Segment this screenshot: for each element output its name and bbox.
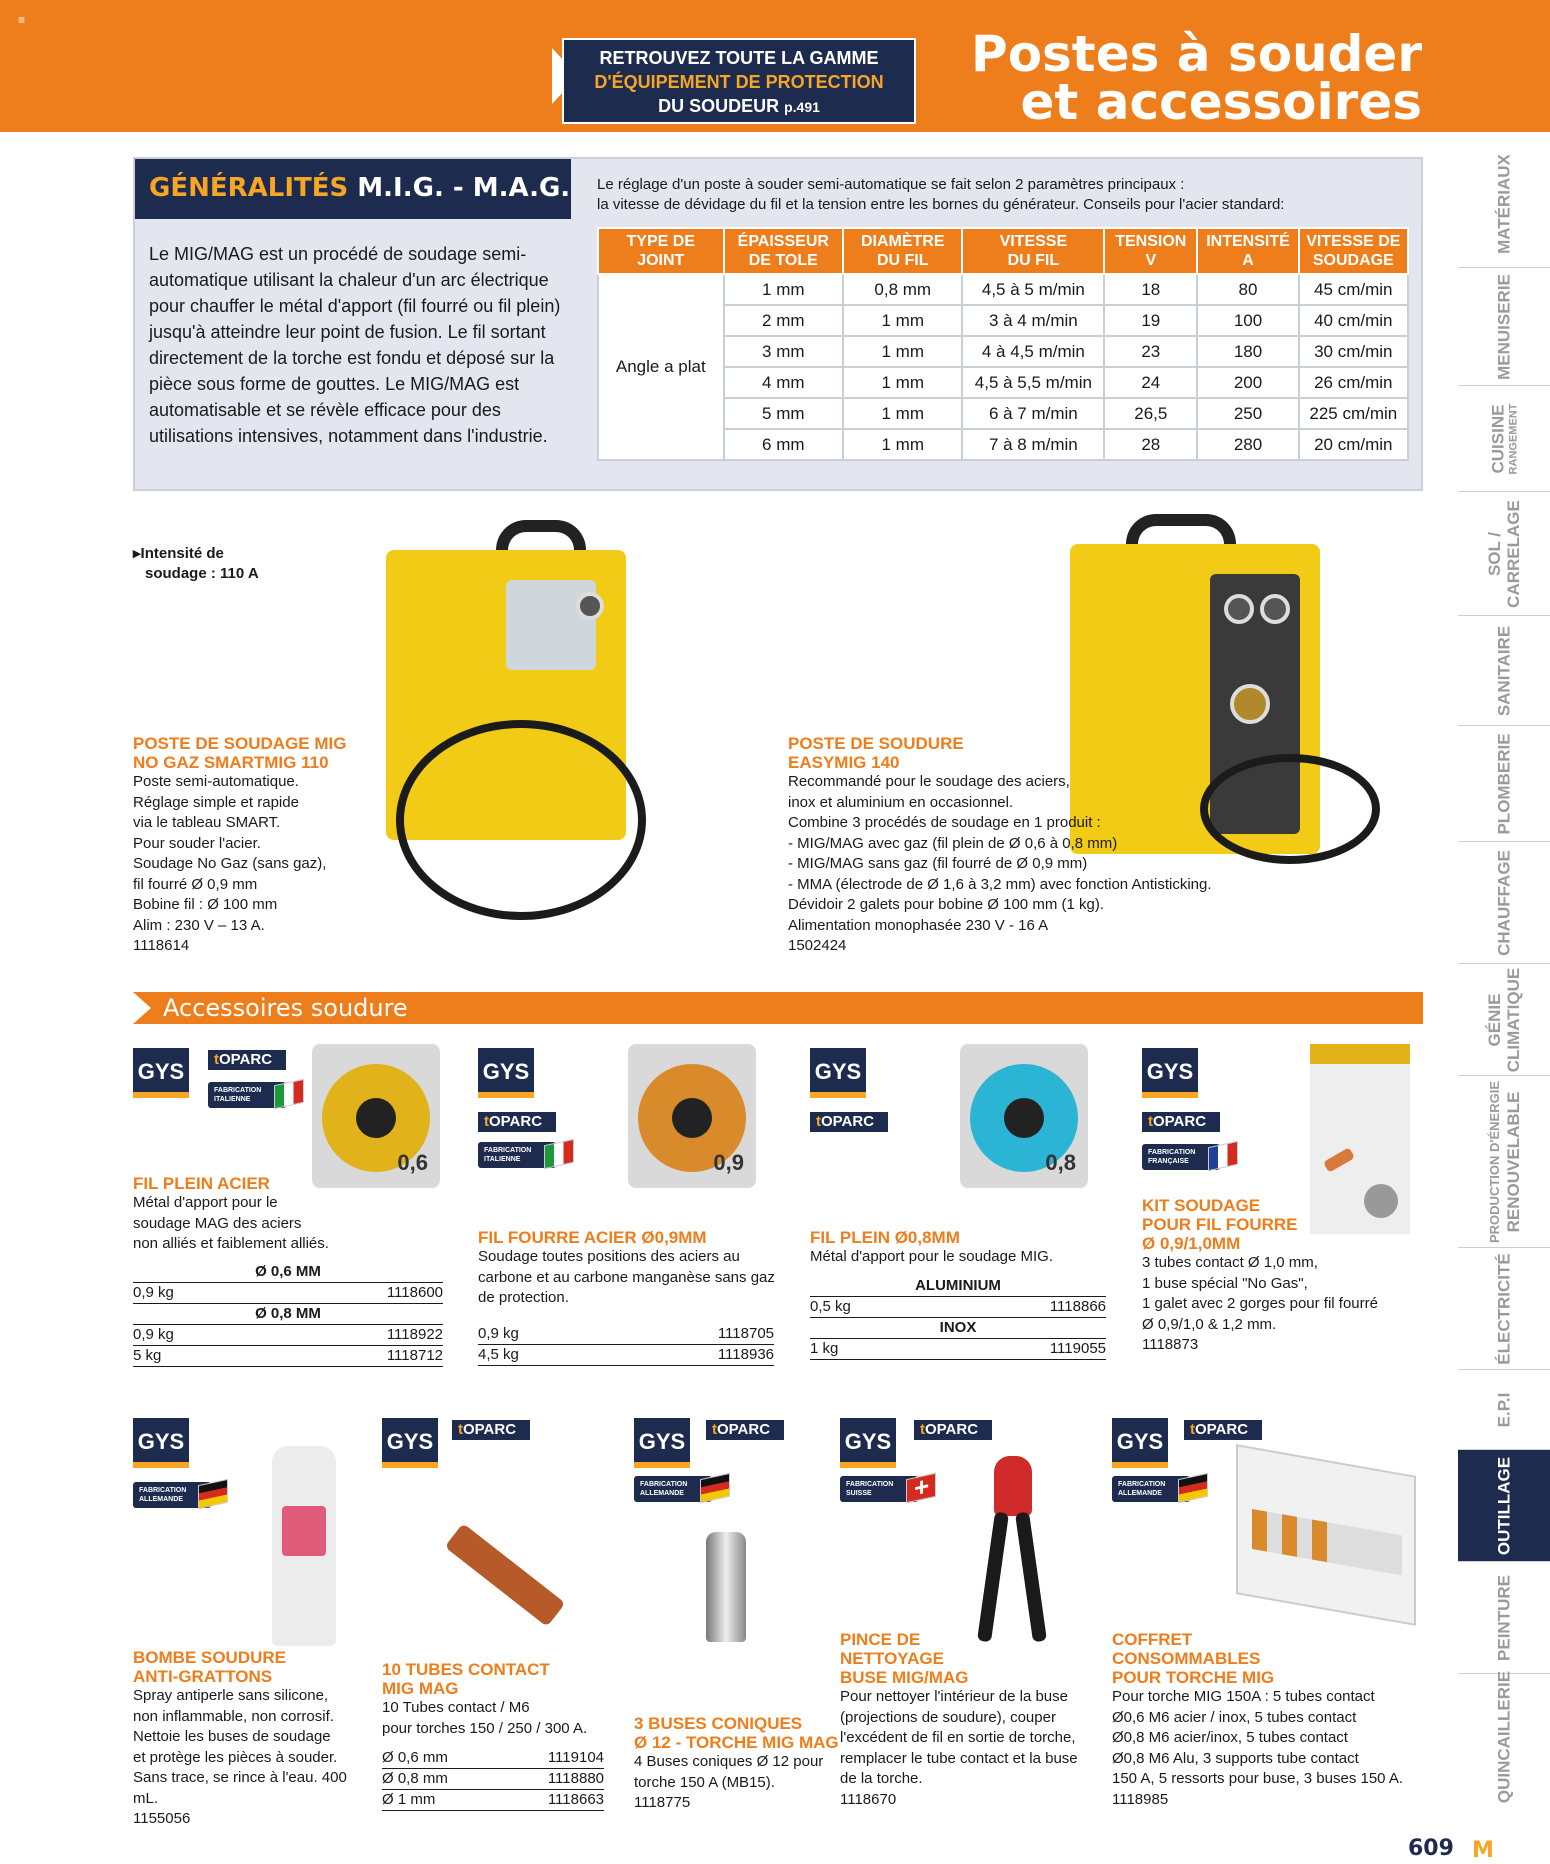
product-buses [634, 1714, 844, 1814]
table-cell: 250 [1197, 398, 1298, 429]
col-header-vitesse-fil: VITESSE DU FIL [962, 228, 1104, 274]
cleaning-pliers-image [968, 1456, 1058, 1646]
product-description: Recommandé pour le soudage des aciers, inox et aluminium en occasionnel. Combine 3 procédés de soudage en 1 produit : - MIG/MAG avec gaz (fil plein de Ø 0,6 à 0,8 mm) - MIG/MAG sans gaz (fil fourré de Ø 0,9 mm) - MMA (électrode de Ø 1,6 à 3,2 mm) avec fonction Antisticking. Dévidoir 2 galets pour bobine Ø 100 mm (1 kg). Alimentation monophasée 230 V - 16 A 1502424 [788, 772, 1258, 957]
italy-flag-icon [544, 1139, 574, 1169]
gys-logo: GYS [1142, 1048, 1198, 1098]
germany-flag-icon [700, 1473, 730, 1503]
table-cell: 45 cm/min [1299, 274, 1408, 305]
tab-electricite[interactable] [1458, 1248, 1550, 1370]
table-cell: 4,5 à 5 m/min [962, 274, 1104, 305]
spool-hub [1004, 1098, 1044, 1138]
spool-size-label: 0,9 [713, 1150, 744, 1175]
tab-label-main: GÉNIE [1485, 993, 1504, 1046]
tab-label-main: SOL / [1485, 531, 1504, 576]
reference-row: 0,5 kg 1118866 [810, 1297, 1106, 1318]
fabrication-badge: FABRICATION ITALIENNE [208, 1082, 286, 1108]
product-description: Métal d'apport pour le soudage MAG des aciers non alliés et faiblement alliés. [133, 1194, 329, 1252]
product-description: 3 tubes contact Ø 1,0 mm, 1 buse spécial "No Gas", 1 galet avec 2 gorges pour fil fourré Ø 0,9/1,0 & 1,2 mm. 1118873 [1142, 1253, 1432, 1356]
table-header-row [598, 228, 1408, 274]
promo-page-ref: p.491 [784, 99, 820, 115]
consumables-box-image [1236, 1444, 1416, 1626]
promo-line-1: RETROUVEZ TOUTE LA GAMME [599, 48, 879, 68]
table-intro-line-1: Le réglage d'un poste à souder semi-automatique se fait selon 2 paramètres principaux : [597, 176, 1185, 193]
consumables-row [1252, 1509, 1402, 1575]
table-cell: 80 [1197, 274, 1298, 305]
col-header-type-joint: TYPE DE JOINT [598, 228, 724, 274]
page-header [0, 0, 1550, 132]
product-title: FIL PLEIN Ø0,8MM [810, 1228, 960, 1247]
tab-label [1485, 967, 1523, 1072]
tab-label: OUTILLAGE [1494, 1456, 1514, 1555]
intensity-note-text-1: Intensité de [140, 545, 224, 562]
gys-logo: GYS [810, 1048, 866, 1098]
reference-row: 0,9 kg 1118600 [133, 1283, 443, 1304]
spray-label [282, 1506, 326, 1556]
page-title-line-2: et accessoires [1020, 73, 1422, 131]
product-pince [840, 1630, 1090, 1810]
product-reference: 1118985 [1112, 1790, 1169, 1808]
gys-logo: GYS [840, 1418, 896, 1468]
reference-row: 4,5 kg 1118936 [478, 1345, 774, 1366]
france-flag-icon [1208, 1141, 1238, 1171]
tab-label: PEINTURE [1494, 1574, 1514, 1661]
tab-label: ÉLECTRICITÉ [1494, 1252, 1514, 1365]
brand-logo-icon: M [1472, 1838, 1494, 1863]
reference-table [810, 1276, 1106, 1360]
fabrication-badge: FABRICATION SUISSE [840, 1476, 918, 1502]
product-fil-plein-acier [133, 1174, 443, 1255]
product-tubes-contact [382, 1660, 607, 1739]
product-title: NETTOYAGE [840, 1649, 944, 1668]
germany-flag-icon [1178, 1473, 1208, 1503]
product-reference: 1118614 [133, 937, 190, 954]
reference-row: Ø 1 mm 1118663 [382, 1790, 604, 1811]
reference-table [478, 1324, 774, 1366]
germany-flag-icon [198, 1479, 228, 1509]
tab-sol-carrelage[interactable] [1458, 492, 1550, 616]
toparc-logo: tOPARC [478, 1112, 556, 1132]
tab-genie-climatique[interactable] [1458, 964, 1550, 1076]
fabrication-badge: FABRICATION FRANÇAISE [1142, 1144, 1220, 1170]
pliers-head [994, 1456, 1032, 1516]
product-description: Pour nettoyer l'intérieur de la buse (projections de soudure), couper l'excédent de fil en sortie de torche, remplacer le tube contact et la buse de la torche. 1118670 [840, 1687, 1090, 1810]
category-side-tabs [1458, 140, 1550, 1804]
table-cell: 24 [1104, 367, 1197, 398]
reference-row: Ø 0,8 mm 1118880 [382, 1769, 604, 1790]
promo-line-3 [564, 94, 914, 119]
fabrication-badge: FABRICATION ALLEMANDE [1112, 1476, 1190, 1502]
tab-plomberie[interactable] [1458, 726, 1550, 842]
table-cell: 6 à 7 m/min [962, 398, 1104, 429]
table-cell: 100 [1197, 305, 1298, 336]
product-bombe [133, 1648, 373, 1830]
product-title: POSTE DE SOUDURE [788, 734, 964, 753]
product-title: EASYMIG 140 [788, 753, 900, 772]
product-smartmig [133, 734, 373, 957]
tab-label-sub: CARRELAGE [1504, 499, 1523, 608]
gys-logo: GYS [634, 1418, 690, 1468]
table-cell: 225 cm/min [1299, 398, 1408, 429]
tab-label-sub: RANGEMENT [1507, 403, 1520, 474]
promo-box [562, 38, 916, 124]
spool-hub [672, 1098, 712, 1138]
wire-spool-image [628, 1044, 756, 1188]
gys-logo: GYS [1112, 1418, 1168, 1468]
col-header-intensite: INTENSITÉ A [1197, 228, 1298, 274]
table-cell: 1 mm [843, 429, 962, 460]
table-cell: 4,5 à 5,5 m/min [962, 367, 1104, 398]
col-header-diametre: DIAMÈTRE DU FIL [843, 228, 962, 274]
wire-spool-image [960, 1044, 1088, 1188]
conical-nozzle-image [706, 1532, 746, 1642]
promo-banner[interactable] [552, 38, 916, 124]
tab-label-sub: RENOUVELABLE [1504, 1091, 1523, 1232]
table-cell: 4 à 4,5 m/min [962, 336, 1104, 367]
product-description: 4 Buses coniques Ø 12 pour torche 150 A (MB15). 1118775 [634, 1752, 844, 1814]
product-fil-plein-08 [810, 1228, 1110, 1268]
product-title: BUSE MIG/MAG [840, 1668, 969, 1687]
table-cell: 7 à 8 m/min [962, 429, 1104, 460]
page-number: 609 [1408, 1836, 1454, 1861]
toparc-logo: tOPARC [1184, 1420, 1262, 1440]
table-cell: 23 [1104, 336, 1197, 367]
accessories-banner [133, 992, 1423, 1024]
reference-row: Ø 0,6 mm 1119104 [382, 1748, 604, 1769]
welder-knob-icon [576, 592, 604, 620]
tab-label-main: PRODUCTION D'ÉNERGIE [1487, 1080, 1502, 1243]
welder-cable [396, 720, 646, 920]
product-title: ANTI-GRATTONS [133, 1667, 273, 1686]
tab-label: MATÉRIAUX [1494, 153, 1514, 254]
chevron-right-icon [133, 992, 151, 1024]
table-cell: 30 cm/min [1299, 336, 1408, 367]
intensity-note [133, 544, 259, 584]
switzerland-flag-icon [906, 1473, 936, 1503]
pliers-handle [977, 1512, 1009, 1643]
reference-table [133, 1262, 443, 1367]
product-reference: 1155056 [133, 1810, 191, 1827]
product-description: Métal d'apport pour le soudage MIG. [810, 1248, 1054, 1265]
product-title: 10 TUBES CONTACT [382, 1660, 550, 1679]
col-header-vitesse-soudage: VITESSE DE SOUDAGE [1299, 228, 1408, 274]
table-cell: 28 [1104, 429, 1197, 460]
gys-logo: GYS [133, 1048, 189, 1098]
spool-hub [356, 1098, 396, 1138]
mig-settings-table [597, 227, 1409, 461]
toparc-logo: tOPARC [452, 1420, 530, 1440]
tab-label [1489, 403, 1520, 474]
product-reference: 1502424 [788, 937, 847, 954]
table-cell: 4 mm [724, 367, 843, 398]
table-cell: 26,5 [1104, 398, 1197, 429]
toparc-logo: tOPARC [810, 1112, 888, 1132]
intensity-note-line-1 [133, 544, 259, 564]
tab-peinture[interactable] [1458, 1562, 1550, 1674]
tab-label [1485, 1081, 1523, 1243]
fabrication-badge: FABRICATION ALLEMANDE [133, 1482, 211, 1508]
spool-size-label: 0,8 [1045, 1150, 1076, 1175]
col-header-epaisseur: ÉPAISSEUR DE TOLE [724, 228, 843, 274]
table-cell: 0,8 mm [843, 274, 962, 305]
product-title: POUR TORCHE MIG [1112, 1668, 1275, 1687]
welder-knob-icon [1224, 594, 1254, 624]
table-cell: 18 [1104, 274, 1197, 305]
menu-icon[interactable]: ≡ [18, 13, 26, 27]
tab-epi[interactable] [1458, 1370, 1550, 1450]
gys-logo: GYS [133, 1418, 189, 1468]
spool-size-label: 0,6 [397, 1150, 428, 1175]
gys-logo: GYS [382, 1418, 438, 1468]
table-cell: 280 [1197, 429, 1298, 460]
product-easymig [788, 734, 1258, 957]
table-cell: 1 mm [843, 398, 962, 429]
tab-chauffage[interactable] [1458, 842, 1550, 964]
product-title: MIG MAG [382, 1679, 459, 1698]
page-title-line-1: Postes à souder [971, 25, 1422, 83]
tab-label-main: CUISINE [1488, 404, 1508, 473]
product-title: KIT SOUDAGE [1142, 1196, 1261, 1215]
pliers-handle [1015, 1512, 1047, 1643]
table-cell: 20 cm/min [1299, 429, 1408, 460]
contact-tube-image [445, 1523, 566, 1627]
tab-sanitaire[interactable] [1458, 616, 1550, 726]
tab-label [1485, 500, 1523, 608]
promo-line-2: D'ÉQUIPEMENT DE PROTECTION [594, 72, 884, 92]
promo-line-3-text: DU SOUDEUR [658, 96, 780, 116]
generalites-title-orange: GÉNÉRALITÉS [149, 173, 349, 203]
tab-cuisine[interactable] [1458, 386, 1550, 492]
tab-label: PLOMBERIE [1494, 732, 1514, 835]
product-title: POSTE DE SOUDAGE MIG [133, 734, 347, 753]
product-reference: 1118670 [840, 1790, 897, 1808]
wire-spool-image [312, 1044, 440, 1188]
product-description: Soudage toutes positions des aciers au carbone et au carbone manganèse sans gaz de protection. [478, 1248, 775, 1306]
product-title: Ø 0,9/1,0MM [1142, 1234, 1241, 1253]
reference-table-header: INOX [810, 1318, 1106, 1339]
tab-production-energie[interactable] [1458, 1076, 1550, 1248]
tab-outillage[interactable] [1458, 1450, 1550, 1562]
product-title: POUR FIL FOURRE [1142, 1215, 1298, 1234]
product-title: NO GAZ SMARTMIG 110 [133, 753, 329, 772]
gys-logo: GYS [478, 1048, 534, 1098]
spray-can-image [272, 1446, 336, 1646]
reference-row: 0,9 kg 1118705 [478, 1324, 774, 1345]
page-title [971, 25, 1422, 131]
contact-tube-icon [1323, 1147, 1355, 1172]
reference-table-header: Ø 0,6 MM [133, 1262, 443, 1283]
table-cell: 1 mm [724, 274, 843, 305]
product-description: 10 Tubes contact / M6 pour torches 150 / 250 / 300 A. [382, 1699, 588, 1737]
table-intro-line-2: la vitesse de dévidage du fil et la tension entre les bornes du générateur. Conseils pour l'acier standard: [597, 196, 1285, 213]
product-title: BOMBE SOUDURE [133, 1648, 287, 1667]
reference-row: 5 kg 1118712 [133, 1346, 443, 1367]
table-cell: 5 mm [724, 398, 843, 429]
fabrication-badge: FABRICATION ITALIENNE [478, 1142, 556, 1168]
product-title: PINCE DE [840, 1630, 921, 1649]
tab-materiaux[interactable] [1458, 140, 1550, 268]
table-cell: 3 à 4 m/min [962, 305, 1104, 336]
toparc-logo: tOPARC [914, 1420, 992, 1440]
product-fil-fourre [478, 1228, 778, 1309]
reference-table-header: Ø 0,8 MM [133, 1304, 443, 1325]
product-reference: 1118873 [1142, 1336, 1199, 1353]
accessories-banner-title: Accessoires soudure [163, 994, 408, 1022]
intensity-note-line-2: soudage : 110 A [145, 565, 259, 582]
table-cell: 40 cm/min [1299, 305, 1408, 336]
tab-label: QUINCAILLERIE [1494, 1670, 1514, 1804]
arrow-icon: ▸ [133, 545, 141, 562]
reference-table-header: ALUMINIUM [810, 1276, 1106, 1297]
generalites-section [133, 157, 1423, 491]
italy-flag-icon [274, 1079, 304, 1109]
product-title: 3 BUSES CONIQUES [634, 1714, 803, 1733]
reference-row: 1 kg 1119055 [810, 1339, 1106, 1360]
product-description: Pour torche MIG 150A : 5 tubes contact Ø0,6 M6 acier / inox, 5 tubes contact Ø0,8 M6 acier/inox, 5 tubes contact Ø0,8 M6 Alu, 3 supports tube contact 150 A, 5 ressorts pour buse, 3 buses 150 A. 1118985 [1112, 1687, 1412, 1810]
toparc-logo: tOPARC [1142, 1112, 1220, 1132]
tab-label-sub: CLIMATIQUE [1504, 967, 1523, 1072]
col-header-tension: TENSION V [1104, 228, 1197, 274]
tab-menuiserie[interactable] [1458, 268, 1550, 386]
product-title: COFFRET [1112, 1630, 1193, 1649]
tab-label: MENUISERIE [1494, 273, 1514, 380]
product-title: CONSOMMABLES [1112, 1649, 1261, 1668]
product-title: FIL PLEIN ACIER [133, 1174, 270, 1193]
toparc-logo: tOPARC [706, 1420, 784, 1440]
table-row [598, 274, 1408, 305]
product-description: Spray antiperle sans silicone, non inflammable, non corrosif. Nettoie les buses de soudage et protège les pièces à souder. Sans trace, se rince à l'eau. 400 mL. 1155056 [133, 1686, 373, 1830]
table-cell: 2 mm [724, 305, 843, 336]
tab-label: SANITAIRE [1494, 625, 1514, 716]
reference-row: 0,9 kg 1118922 [133, 1325, 443, 1346]
smartmig-image [356, 520, 696, 940]
fabrication-badge: FABRICATION ALLEMANDE [634, 1476, 712, 1502]
table-cell: 19 [1104, 305, 1197, 336]
tab-label: E.P.I [1494, 1392, 1514, 1427]
welder-socket-icon [1230, 684, 1270, 724]
product-kit-soudage [1142, 1196, 1432, 1356]
table-cell: 3 mm [724, 336, 843, 367]
generalites-title-white: M.I.G. - M.A.G. [357, 173, 571, 203]
generalites-title [135, 159, 571, 219]
product-reference: 1118775 [634, 1794, 691, 1811]
table-cell: 180 [1197, 336, 1298, 367]
joint-type-cell: Angle a plat [598, 274, 724, 460]
table-intro [597, 175, 1417, 215]
product-coffret [1112, 1630, 1412, 1810]
product-title: FIL FOURRE ACIER Ø0,9MM [478, 1228, 707, 1247]
toparc-logo: tOPARC [208, 1050, 286, 1070]
table-cell: 26 cm/min [1299, 367, 1408, 398]
product-title: Ø 12 - TORCHE MIG MAG [634, 1733, 839, 1752]
tab-quincaillerie[interactable] [1458, 1670, 1550, 1804]
welder-knob-icon [1260, 594, 1290, 624]
reference-table [382, 1748, 604, 1811]
table-cell: 200 [1197, 367, 1298, 398]
table-cell: 1 mm [843, 336, 962, 367]
table-cell: 1 mm [843, 367, 962, 398]
generalites-text: Le MIG/MAG est un procédé de soudage semi-automatique utilisant la chaleur d'un arc électrique pour chauffer le métal d'apport (fil fourré ou fil plein) jusqu'à atteindre leur point de fusion. Le fil sortant directement de la torche est fondu et déposé sur la pièce sous forme de gouttes. Le MIG/MAG est automatisable et se révèle efficace pour des utilisations intensives, notamment dans l'industrie. [149, 244, 561, 446]
table-cell: 6 mm [724, 429, 843, 460]
tab-label: CHAUFFAGE [1494, 849, 1514, 956]
product-description: Poste semi-automatique. Réglage simple et rapide via le tableau SMART. Pour souder l'acier. Soudage No Gaz (sans gaz), fil fourré Ø 0,9 mm Bobine fil : Ø 100 mm Alim : 230 V – 13 A. 1118614 [133, 772, 373, 957]
table-cell: 1 mm [843, 305, 962, 336]
